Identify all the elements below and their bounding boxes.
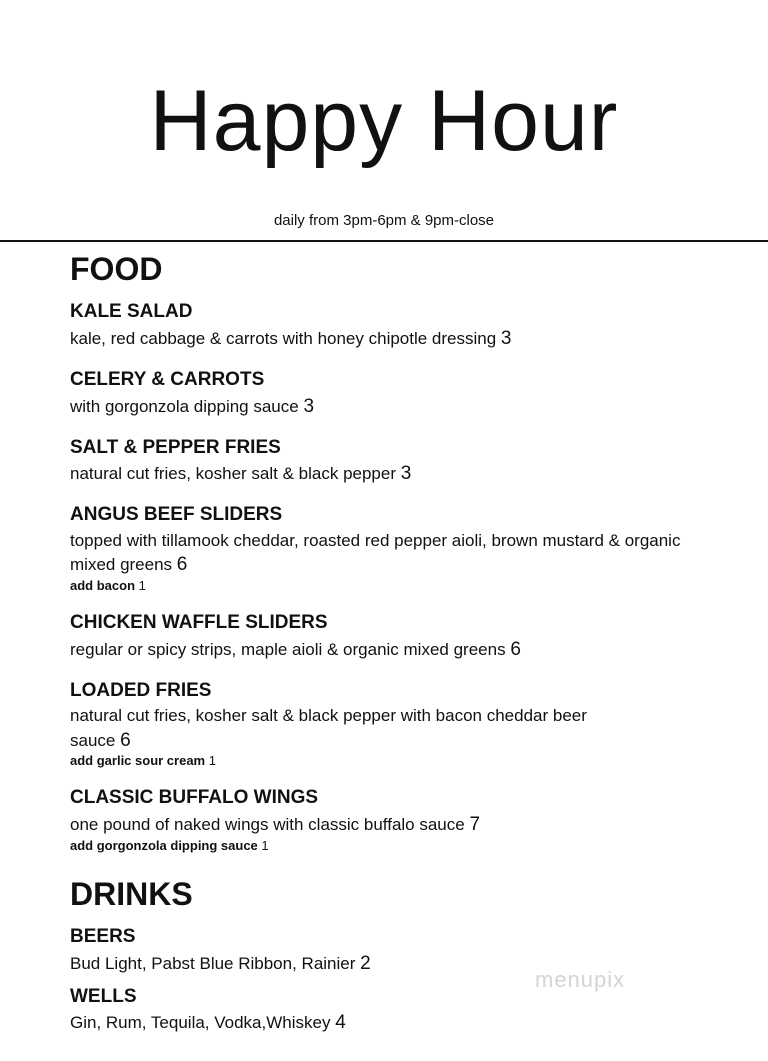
watermark: menupix bbox=[535, 967, 626, 992]
item-description bbox=[70, 326, 730, 352]
item-name: KALE SALAD bbox=[70, 301, 193, 323]
menu-item bbox=[70, 369, 730, 420]
item-description bbox=[70, 529, 730, 578]
item-description bbox=[70, 704, 620, 753]
description-text: Gin, Rum, Tequila, Vodka,Whiskey bbox=[70, 1013, 331, 1033]
item-name: CHICKEN WAFFLE SLIDERS bbox=[70, 611, 328, 633]
item-name: CELERY & CARROTS bbox=[70, 368, 265, 390]
addon-label: add bacon bbox=[70, 577, 136, 593]
item-price: 6 bbox=[510, 638, 521, 660]
item-price: 6 bbox=[176, 554, 188, 576]
drinks-heading: DRINKS bbox=[70, 875, 193, 912]
item-addon bbox=[70, 578, 730, 595]
addon-price: 1 bbox=[208, 753, 216, 769]
item-description bbox=[70, 461, 730, 487]
item-name: CLASSIC BUFFALO WINGS bbox=[70, 787, 319, 809]
item-description bbox=[70, 1010, 730, 1036]
item-name: SALT & PEPPER FRIES bbox=[70, 436, 281, 458]
item-name: BEERS bbox=[70, 925, 136, 947]
item-description bbox=[70, 812, 730, 838]
item-price: 4 bbox=[335, 1012, 346, 1034]
food-heading: FOOD bbox=[70, 251, 163, 287]
divider bbox=[0, 240, 768, 242]
menu-item bbox=[70, 787, 730, 855]
menu-item bbox=[70, 926, 730, 977]
item-price: 3 bbox=[500, 328, 512, 350]
description-text: Bud Light, Pabst Blue Ribbon, Rainier bbox=[70, 953, 356, 973]
menu-item bbox=[70, 301, 730, 352]
description-text: regular or spicy strips, maple aioli & organic mixed greens bbox=[70, 639, 506, 659]
item-name: WELLS bbox=[70, 985, 137, 1007]
item-addon bbox=[70, 838, 730, 855]
menu-item bbox=[70, 680, 730, 771]
addon-price: 1 bbox=[261, 837, 269, 853]
item-name: ANGUS BEEF SLIDERS bbox=[70, 504, 283, 526]
menu-content bbox=[70, 252, 730, 1045]
description-text: one pound of naked wings with classic buffalo sauce bbox=[70, 815, 465, 835]
description-text: topped with tillamook cheddar, roasted red pepper aioli, brown mustard & organic mixed greens bbox=[70, 531, 681, 575]
description-text: with gorgonzola dipping sauce bbox=[70, 396, 299, 416]
addon-label: add garlic sour cream bbox=[70, 753, 206, 769]
item-name: LOADED FRIES bbox=[70, 679, 212, 701]
menu-item bbox=[70, 504, 730, 595]
menu-item bbox=[70, 612, 730, 663]
item-description bbox=[70, 637, 730, 663]
addon-price: 1 bbox=[138, 577, 146, 593]
menu-item bbox=[70, 437, 730, 488]
description-text: natural cut fries, kosher salt & black pepper bbox=[70, 464, 396, 484]
page-title: Happy Hour bbox=[149, 73, 619, 169]
addon-label: add gorgonzola dipping sauce bbox=[70, 837, 258, 853]
menu-item bbox=[70, 986, 730, 1037]
item-price: 6 bbox=[120, 729, 131, 751]
item-price: 3 bbox=[400, 463, 412, 485]
item-addon bbox=[70, 753, 730, 770]
description-text: natural cut fries, kosher salt & black pepper with bacon cheddar beer sauce bbox=[70, 706, 587, 750]
item-price: 7 bbox=[469, 814, 481, 836]
hours-subtitle: daily from 3pm-6pm & 9pm-close bbox=[273, 212, 495, 229]
item-description bbox=[70, 394, 730, 420]
item-price: 3 bbox=[303, 395, 315, 417]
item-description bbox=[70, 951, 730, 977]
description-text: kale, red cabbage & carrots with honey chipotle dressing bbox=[70, 329, 497, 349]
item-price: 2 bbox=[360, 952, 371, 974]
